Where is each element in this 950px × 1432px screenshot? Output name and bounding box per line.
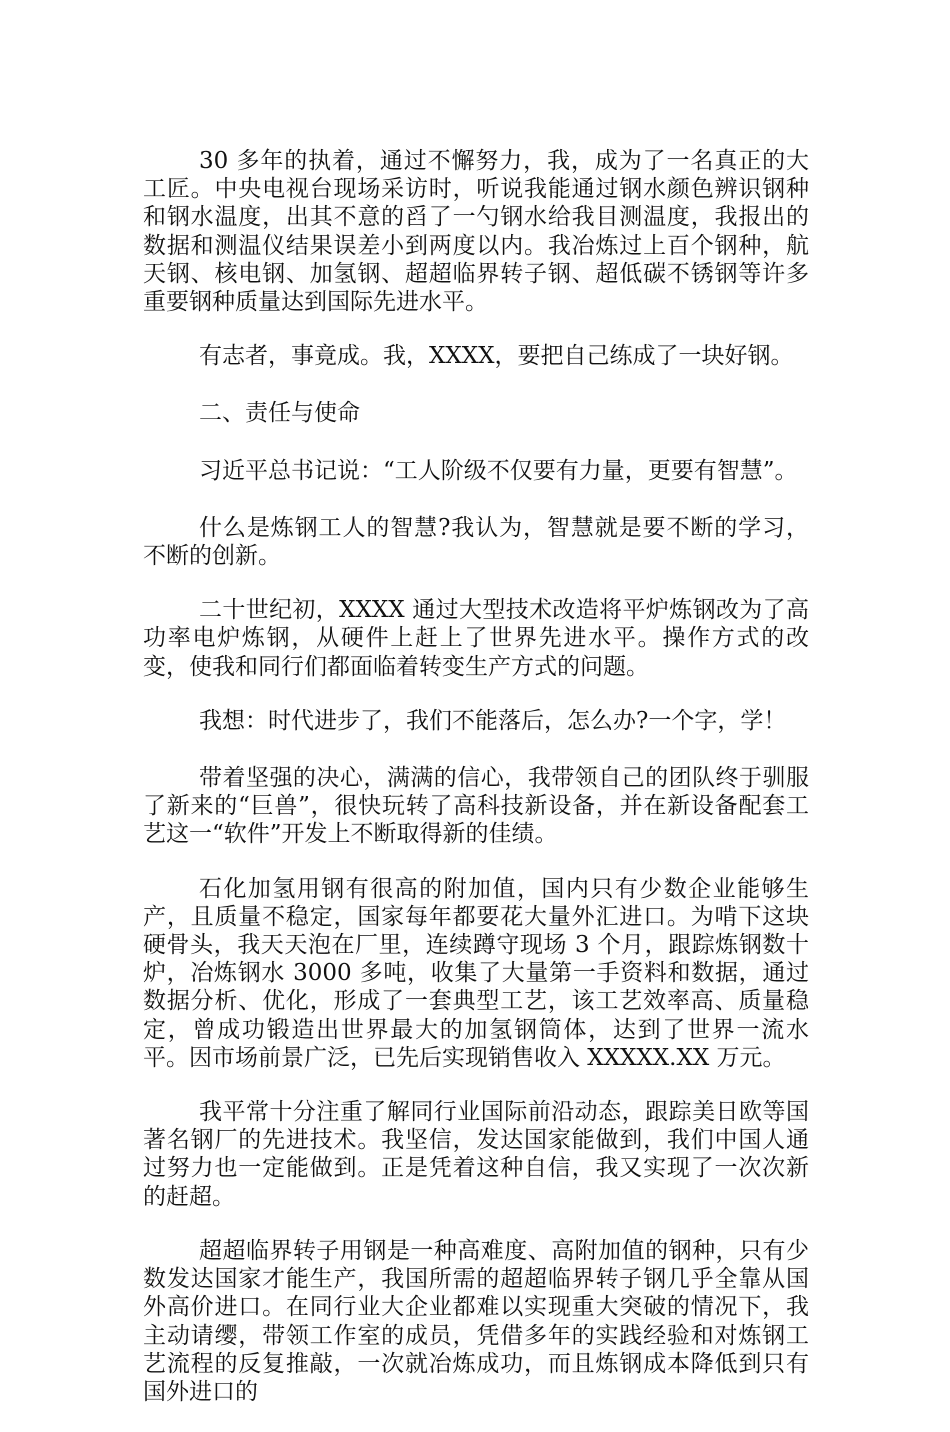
paragraph-determination: 有志者，事竟成。我，XXXX，要把自己练成了一块好钢。 — [199, 343, 794, 370]
paragraph-quote: 习近平总书记说：“工人阶级不仅要有力量，更要有智慧”。 — [199, 457, 798, 484]
paragraph-learn: 我想：时代进步了，我们不能落后，怎么办?一个字，学！ — [199, 707, 787, 734]
document-body — [143, 147, 809, 1432]
paragraph-technical-reform: 二十世纪初，XXXX 通过大型技术改造将平炉炼钢改为了高功率电炉炼钢，从硬件上赶上了世界先进水平。操作方式的改变，使我和同行们都面临着转变生产方式的问题。 — [143, 597, 809, 680]
paragraph-craftsman: 30 多年的执着，通过不懈努力，我，成为了一名真正的大工匠。中央电视台现场采访时，听说我能通过钢水颜色辨识钢种和钢水温度，出其不意的舀了一勺钢水给我目测温度，我报出的数据和测温仪结果误差小到两度以内。我冶炼过上百个钢种，航天钢、核电钢、加氢钢、超超临界转子钢、超低碳不锈钢等许多重要钢种质量达到国际先进水平。 — [143, 148, 809, 316]
paragraph-wisdom: 什么是炼钢工人的智慧?我认为，智慧就是要不断的学习，不断的创新。 — [143, 514, 809, 570]
paragraph-hydrogenation-steel: 石化加氢用钢有很高的附加值，国内只有少数企业能够生产，且质量不稳定，国家每年都要花大量外汇进口。为啃下这块硬骨头，我天天泡在厂里，连续蹲守现场 3 个月，跟踪炼钢数十炉，冶炼钢水 3000 多吨，收集了大量第一手资料和数据，通过数据分析、优化，形成了一套典型工艺，该工艺效率高、质量稳定，曾成功锻造出世界最大的加氢钢筒体，达到了世界一流水平。因市场前景广泛，已先后实现销售收入 XXXXX.XX 万元。 — [143, 875, 809, 1071]
paragraph-new-equipment: 带着坚强的决心，满满的信心，我带领自己的团队终于驯服了新来的“巨兽”，很快玩转了高科技新设备，并在新设备配套工艺这一“软件”开发上不断取得新的佳绩。 — [143, 765, 809, 848]
section-heading-responsibility: 二、责任与使命 — [199, 400, 360, 427]
paragraph-international-trends: 我平常十分注重了解同行业国际前沿动态，跟踪美日欧等国著名钢厂的先进技术。我坚信，发达国家能做到，我们中国人通过努力也一定能做到。正是凭着这种自信，我又实现了一次次新的赶超。 — [143, 1099, 809, 1210]
paragraph-rotor-steel: 超超临界转子用钢是一种高难度、高附加值的钢种，只有少数发达国家才能生产，我国所需的超超临界转子钢几乎全靠从国外高价进口。在同行业大企业都难以实现重大突破的情况下，我主动请缨，带领工作室的成员，凭借多年的实践经验和对炼钢工艺流程的反复推敲，一次就冶炼成功，而且炼钢成本降低到只有国外进口的 — [143, 1237, 809, 1405]
